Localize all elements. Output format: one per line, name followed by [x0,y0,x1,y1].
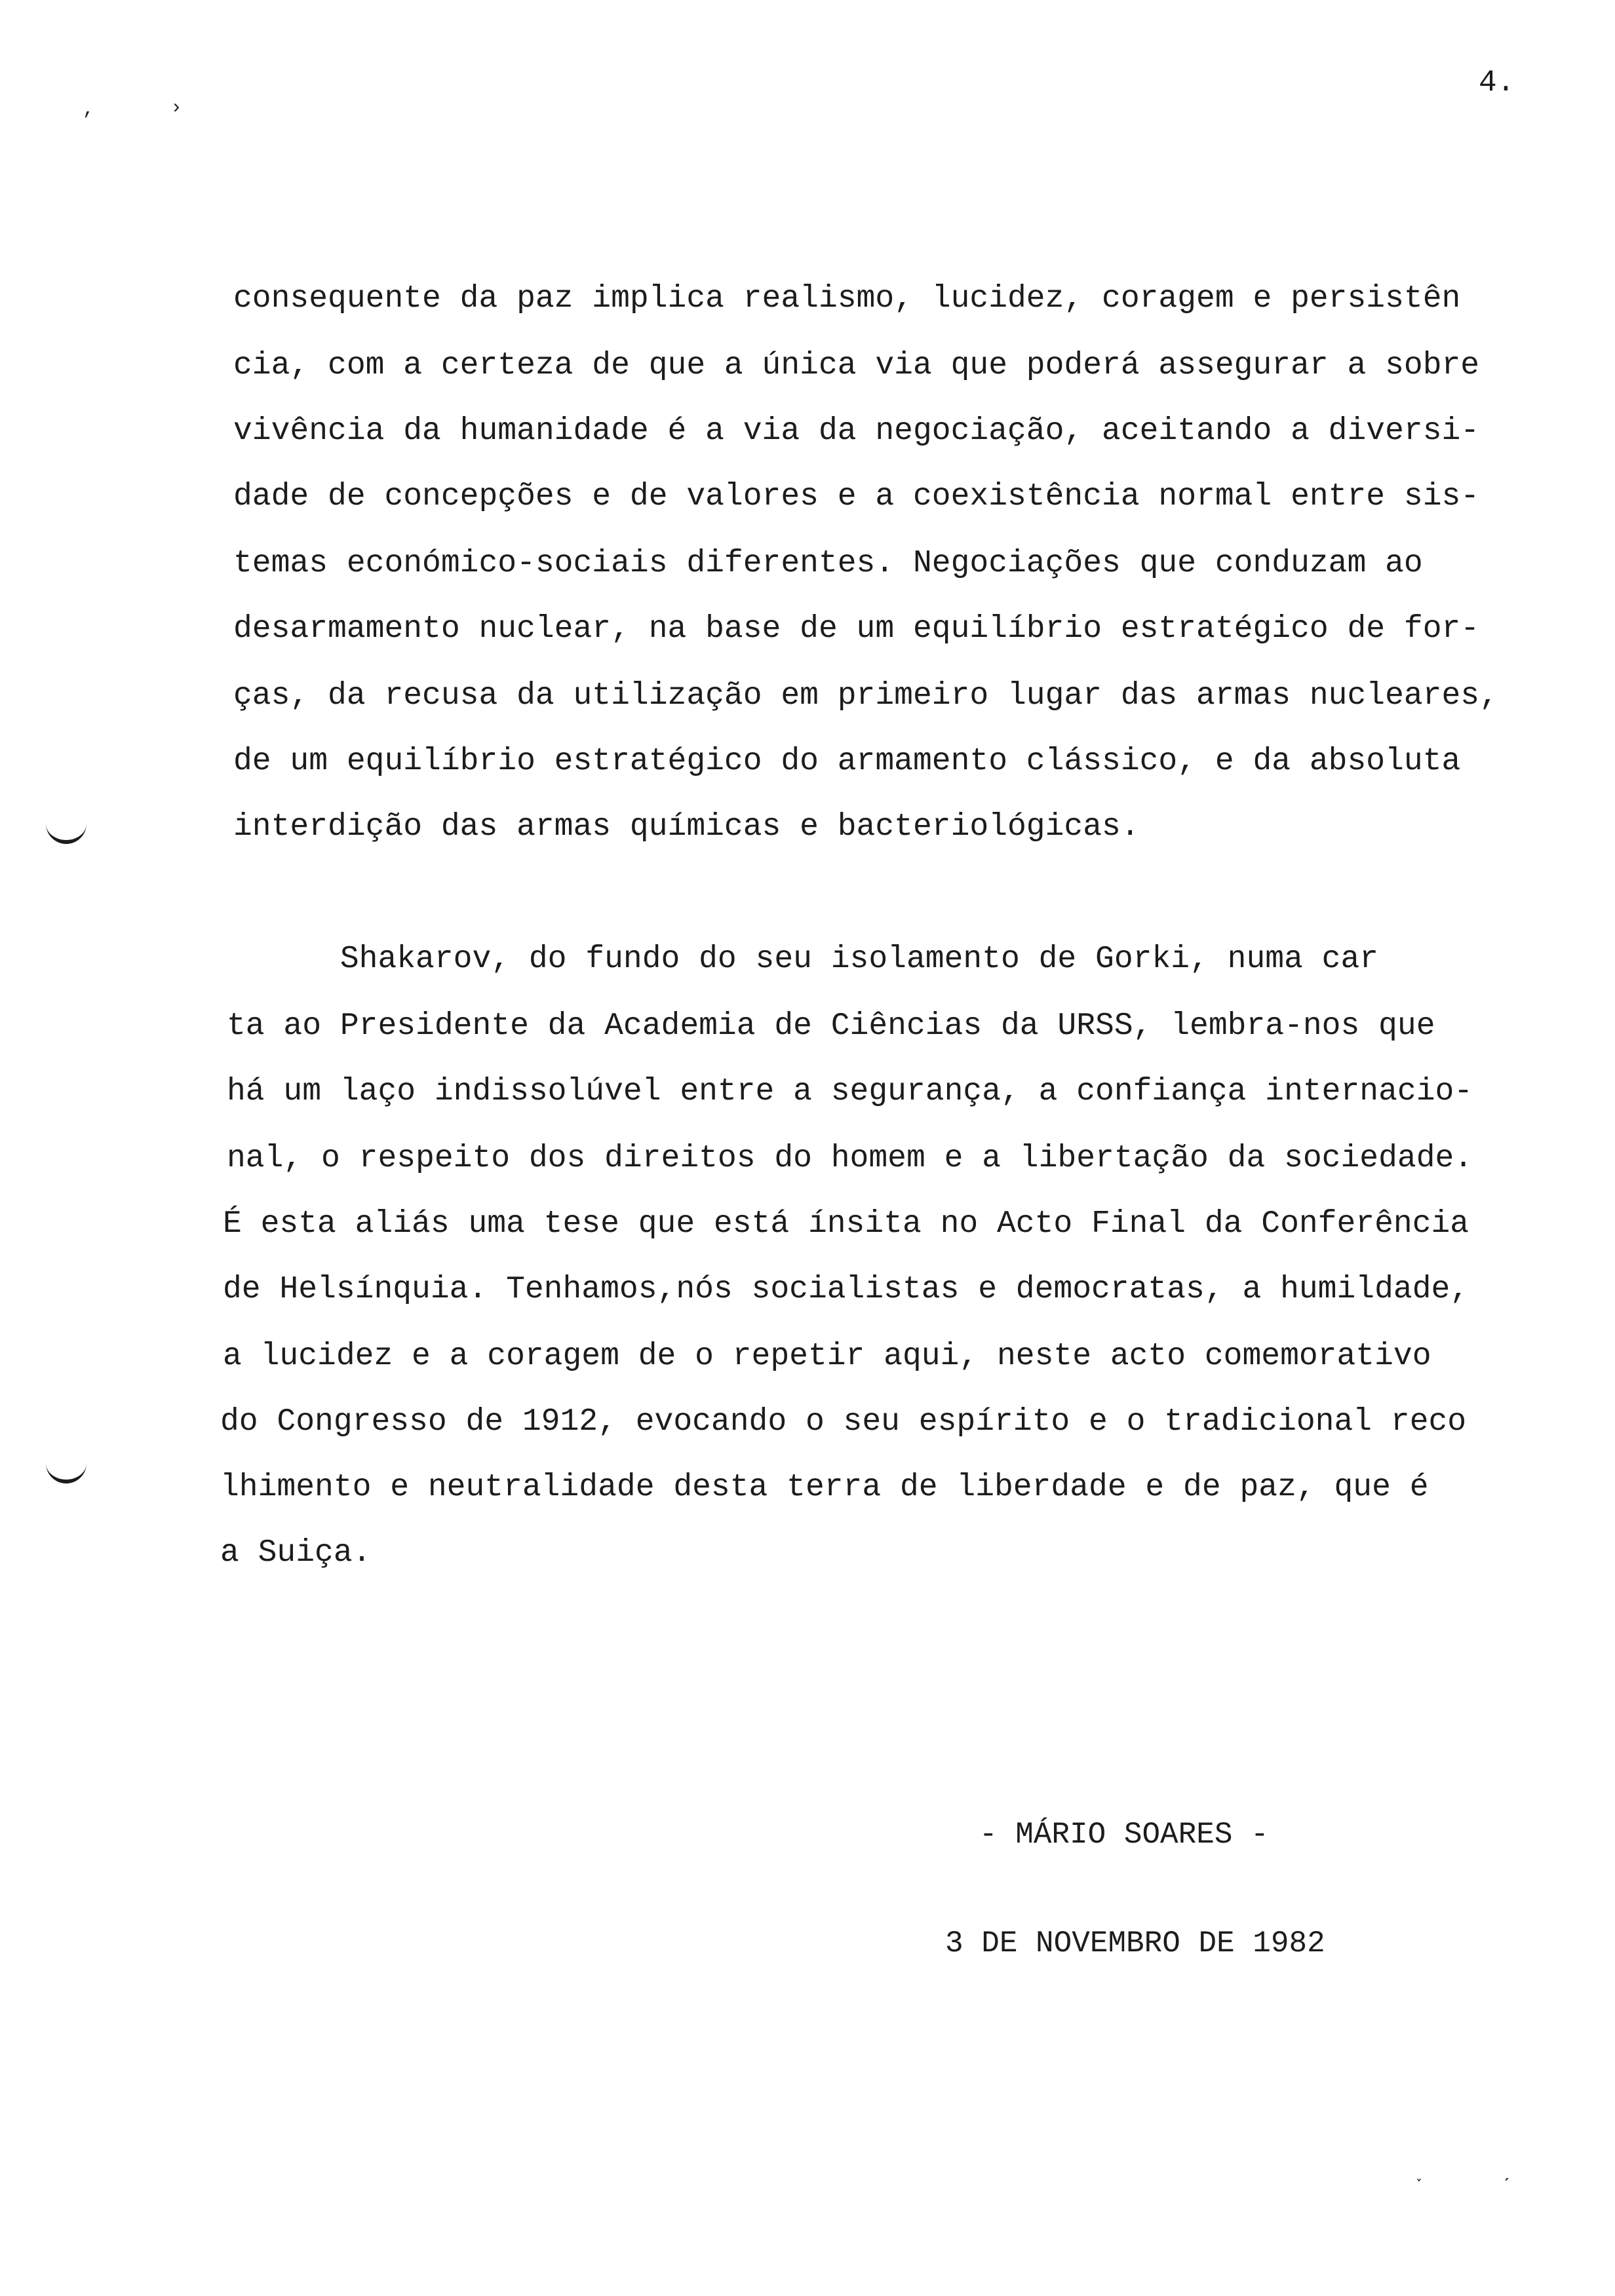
text-line: de um equilíbrio estratégico do armamento clássico, e da absoluta [233,744,1461,779]
scan-mark: , [83,98,95,121]
text-line: dade de concepções e de valores e a coexistência normal entre sis- [233,479,1480,514]
page-number: 4. [1479,66,1515,100]
date-line: 3 DE NOVEMBRO DE 1982 [945,1926,1325,1961]
text-line: desarmamento nuclear, na base de um equilíbrio estratégico de for- [233,611,1480,647]
text-line: do Congresso de 1912, evocando o seu espírito e o tradicional reco [220,1404,1467,1440]
margin-curve-mark [46,820,87,844]
text-line: de Helsínquia. Tenhamos,nós socialistas e democratas, a humildade, [223,1272,1469,1307]
text-line: É esta aliás uma tese que está ínsita no Acto Final da Conferência [223,1206,1469,1242]
text-line: ta ao Presidente da Academia de Ciências da URSS, lembra-nos que [227,1008,1435,1044]
signature: - MÁRIO SOARES - [979,1818,1269,1852]
margin-curve-mark [46,1460,87,1483]
text-line: consequente da paz implica realismo, lucidez, coragem e persistên [233,281,1461,316]
text-line: há um laço indissolúvel entre a segurança, a confiança internacio- [227,1074,1473,1109]
text-line: interdição das armas químicas e bacteriológicas. [233,809,1140,845]
text-line: vivência da humanidade é a via da negociação, aceitando a diversi- [233,413,1480,449]
scan-mark: ˯ [1416,2162,1428,2185]
text-line: cia, com a certeza de que a única via que poderá assegurar a sobre [233,348,1480,383]
text-line: lhimento e neutralidade desta terra de liberdade e de paz, que é [220,1470,1429,1505]
scan-mark: › [170,97,183,119]
text-line: temas económico-sociais diferentes. Negociações que conduzam ao [233,546,1423,581]
text-line: ças, da recusa da utilização em primeiro lugar das armas nucleares, [233,678,1498,714]
scan-mark: ˏ [1501,2161,1513,2183]
text-line: nal, o respeito dos direitos do homem e a libertação da sociedade. [227,1141,1473,1176]
text-line: a Suiça. [220,1535,372,1571]
text-line: Shakarov, do fundo do seu isolamento de Gorki, numa car [227,942,1379,977]
text-line: a lucidez e a coragem de o repetir aqui, neste acto comemorativo [223,1339,1431,1374]
